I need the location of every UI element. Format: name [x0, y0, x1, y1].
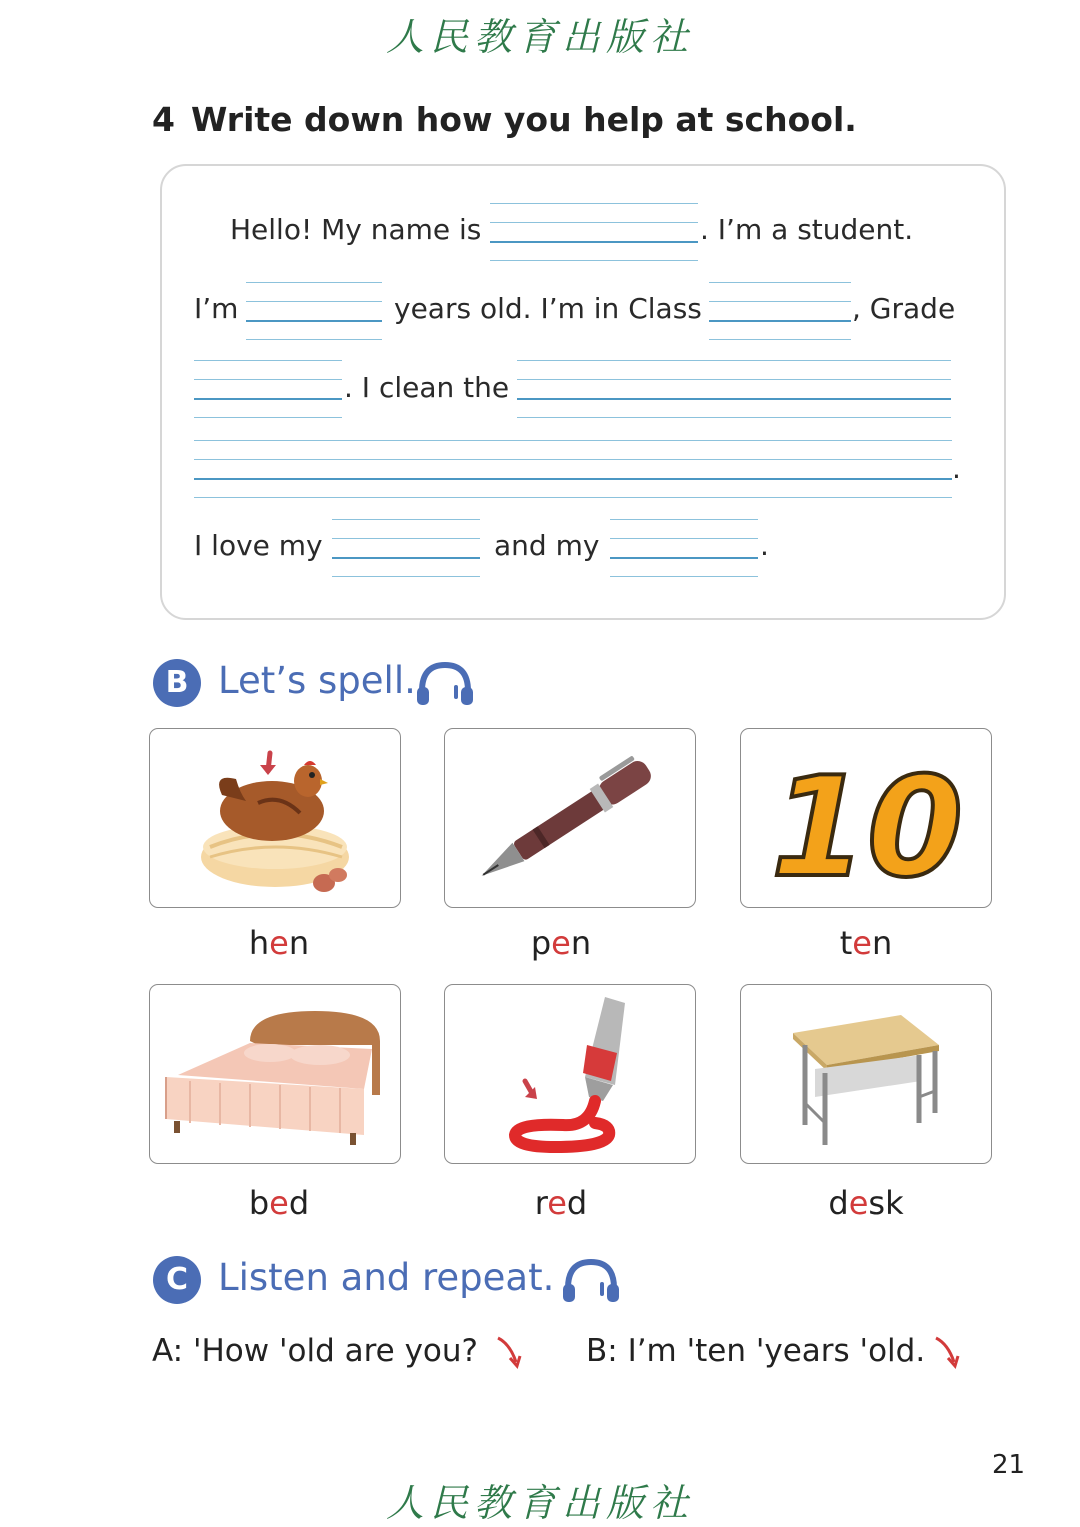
line5-text-c: .	[760, 529, 769, 562]
line2-text-a: I’m	[194, 292, 239, 325]
publisher-header: 人民教育出版社	[385, 15, 694, 59]
falling-intonation-arrow-icon	[494, 1334, 524, 1370]
line4-period: .	[952, 452, 961, 485]
word-ten: ten	[839, 924, 893, 962]
exercise-number: 4	[152, 100, 175, 139]
falling-intonation-arrow-icon	[932, 1334, 962, 1370]
word-bed: bed	[248, 1184, 310, 1222]
class-write-line[interactable]	[709, 282, 851, 339]
clean-write-line[interactable]	[517, 360, 951, 417]
line2-text-b: years old. I’m in Class	[394, 292, 702, 325]
publisher-footer: 人民教育出版社	[385, 1481, 694, 1525]
section-b-title: Let’s spell.	[218, 659, 416, 702]
red-picture	[444, 984, 696, 1164]
word-hen: hen	[248, 924, 310, 962]
section-c-title: Listen and repeat.	[218, 1256, 555, 1299]
line1-text-a: Hello! My name is	[230, 213, 482, 246]
line2-text-c: , Grade	[852, 292, 956, 325]
line5-text-b: and my	[494, 529, 600, 562]
word-red: red	[534, 1184, 588, 1222]
grade-write-line[interactable]	[194, 360, 342, 417]
long-write-line[interactable]	[194, 440, 952, 497]
headphones-icon[interactable]	[560, 1256, 622, 1304]
love-write-line-1[interactable]	[332, 519, 480, 576]
section-b-badge: B	[153, 659, 201, 707]
name-write-line[interactable]	[490, 203, 698, 260]
exercise-title: Write down how you help at school.	[190, 100, 857, 139]
hen-picture	[149, 728, 401, 908]
pen-picture	[444, 728, 696, 908]
section-c-badge: C	[153, 1256, 201, 1304]
line3-text-a: . I clean the	[344, 371, 510, 404]
age-write-line[interactable]	[246, 282, 382, 339]
word-pen: pen	[530, 924, 592, 962]
word-desk: desk	[828, 1184, 904, 1222]
love-write-line-2[interactable]	[610, 519, 758, 576]
exercise-4-heading	[152, 100, 857, 139]
page-number: 21	[992, 1450, 1026, 1480]
ten-picture	[740, 728, 992, 908]
bed-picture	[149, 984, 401, 1164]
ten-numeral: 10	[770, 747, 964, 908]
desk-picture	[740, 984, 992, 1164]
line5-text-a: I love my	[194, 529, 323, 562]
dialog-line-a: A: 'How 'old are you?	[152, 1333, 478, 1369]
dialog-line-b: B: I’m 'ten 'years 'old.	[586, 1333, 926, 1369]
headphones-icon[interactable]	[414, 659, 476, 707]
line1-text-b: . I’m a student.	[700, 213, 914, 246]
